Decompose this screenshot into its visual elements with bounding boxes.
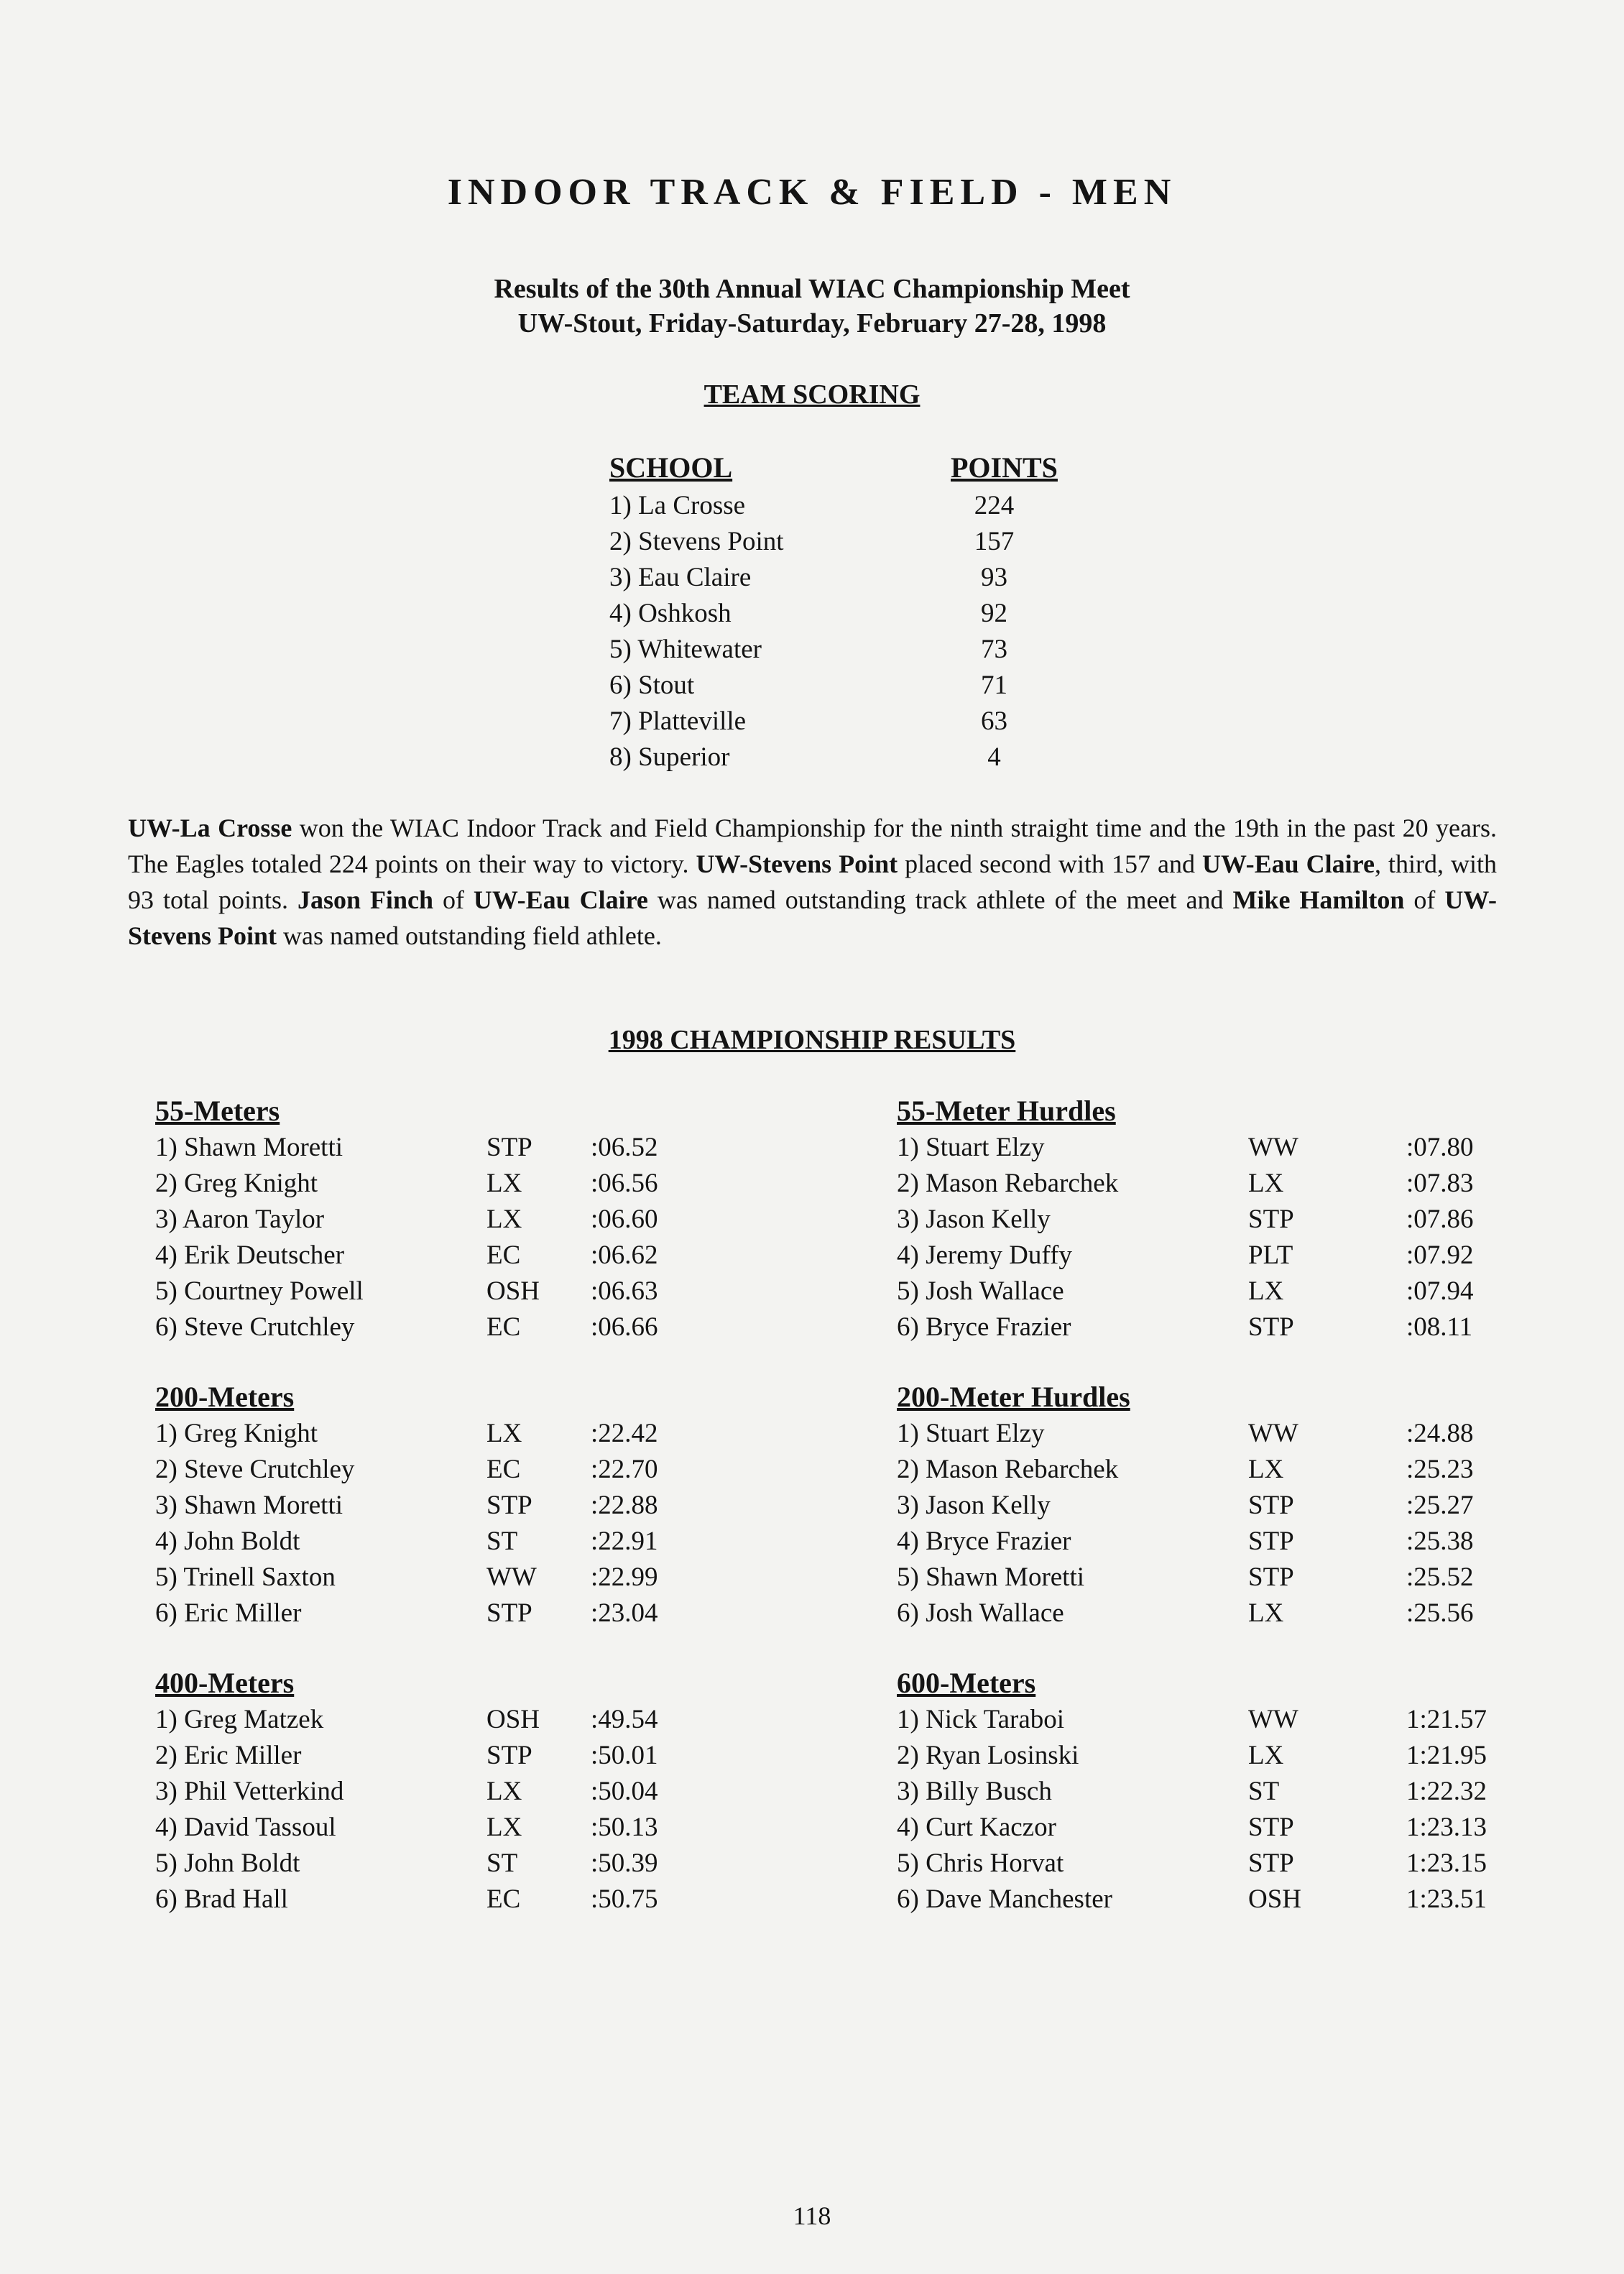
- athlete-mark: :50.39: [591, 1849, 658, 1878]
- athlete-team: LX: [1248, 1741, 1284, 1770]
- athlete-mark: 1:23.51: [1406, 1884, 1487, 1914]
- athlete-mark: :07.83: [1406, 1169, 1474, 1198]
- athlete-name: 4) Erik Deutscher: [155, 1240, 345, 1270]
- meet-subtitle: Results of the 30th Annual WIAC Championship Meet: [494, 274, 1130, 304]
- event-title: 55-Meter Hurdles: [897, 1095, 1116, 1127]
- athlete-mark: :50.13: [591, 1813, 658, 1842]
- athlete-team: OSH: [486, 1276, 540, 1306]
- event-title: 200-Meter Hurdles: [897, 1381, 1130, 1413]
- athlete-name: 6) Steve Crutchley: [155, 1312, 355, 1342]
- athlete-mark: 1:23.13: [1406, 1813, 1487, 1842]
- athlete-name: 1) Greg Knight: [155, 1419, 318, 1448]
- athlete-name: 3) Jason Kelly: [897, 1491, 1051, 1520]
- athlete-name: 1) Greg Matzek: [155, 1705, 324, 1734]
- summary-highlight: Jason Finch: [297, 885, 433, 914]
- athlete-mark: :07.92: [1406, 1240, 1474, 1270]
- summary-text: of: [1404, 885, 1445, 914]
- athlete-mark: 1:21.57: [1406, 1705, 1487, 1734]
- event-title: 55-Meters: [155, 1095, 280, 1127]
- athlete-team: ST: [486, 1849, 518, 1878]
- athlete-name: 2) Eric Miller: [155, 1741, 302, 1770]
- athlete-team: LX: [486, 1205, 522, 1234]
- athlete-mark: :25.52: [1406, 1562, 1474, 1592]
- results-heading: 1998 CHAMPIONSHIP RESULTS: [608, 1025, 1016, 1055]
- athlete-team: LX: [486, 1777, 522, 1806]
- athlete-team: STP: [1248, 1205, 1294, 1234]
- athlete-name: 6) Josh Wallace: [897, 1598, 1064, 1628]
- athlete-mark: :06.63: [591, 1276, 658, 1306]
- team-points: 92: [981, 599, 1007, 628]
- athlete-mark: :50.04: [591, 1777, 658, 1806]
- athlete-name: 6) Eric Miller: [155, 1598, 302, 1628]
- athlete-team: WW: [1248, 1705, 1298, 1734]
- team-school: 7) Platteville: [609, 706, 747, 736]
- summary-highlight: UW-Stevens Point: [696, 850, 898, 878]
- team-school: 5) Whitewater: [609, 635, 762, 664]
- team-points: 71: [981, 671, 1007, 700]
- event-title: 400-Meters: [155, 1667, 295, 1699]
- athlete-mark: :24.88: [1406, 1419, 1474, 1448]
- athlete-team: LX: [1248, 1169, 1284, 1198]
- athlete-mark: :22.42: [591, 1419, 658, 1448]
- summary-highlight: UW-Eau Claire: [1202, 850, 1375, 878]
- athlete-name: 5) John Boldt: [155, 1849, 300, 1878]
- athlete-name: 6) Dave Manchester: [897, 1884, 1112, 1914]
- athlete-mark: :06.52: [591, 1133, 658, 1162]
- athlete-mark: :08.11: [1406, 1312, 1473, 1342]
- athlete-mark: :49.54: [591, 1705, 658, 1734]
- athlete-mark: 1:22.32: [1406, 1777, 1487, 1806]
- athlete-team: EC: [486, 1884, 521, 1914]
- athlete-team: STP: [1248, 1849, 1294, 1878]
- athlete-team: LX: [1248, 1455, 1284, 1484]
- summary-highlight: UW-Eau Claire: [473, 885, 648, 914]
- athlete-team: LX: [1248, 1276, 1284, 1306]
- summary-text: was named outstanding track athlete of the meet and: [647, 885, 1233, 914]
- team-school: 1) La Crosse: [609, 491, 746, 520]
- team-points: 224: [974, 491, 1015, 520]
- athlete-mark: 1:21.95: [1406, 1741, 1487, 1770]
- athlete-team: OSH: [1248, 1884, 1302, 1914]
- team-scoring-heading: TEAM SCORING: [703, 379, 921, 410]
- athlete-name: 3) Aaron Taylor: [155, 1205, 325, 1234]
- page-title: INDOOR TRACK & FIELD - MEN: [447, 172, 1177, 213]
- athlete-mark: :07.86: [1406, 1205, 1474, 1234]
- athlete-name: 2) Ryan Losinski: [897, 1741, 1079, 1770]
- event-title: 600-Meters: [897, 1667, 1036, 1699]
- page-number: 118: [793, 2201, 831, 2230]
- athlete-name: 6) Bryce Frazier: [897, 1312, 1071, 1342]
- athlete-team: STP: [486, 1741, 532, 1770]
- meet-summary-paragraph: [128, 810, 1497, 954]
- athlete-team: STP: [486, 1491, 532, 1520]
- athlete-team: LX: [486, 1813, 522, 1842]
- summary-text: of: [433, 885, 474, 914]
- team-points: 157: [974, 527, 1015, 556]
- athlete-team: STP: [486, 1133, 532, 1162]
- summary-highlight: UW-La Crosse: [128, 814, 292, 842]
- athlete-name: 1) Stuart Elzy: [897, 1419, 1045, 1448]
- summary-text: , third, with 93 total points.: [128, 850, 1497, 914]
- athlete-mark: :07.80: [1406, 1133, 1474, 1162]
- athlete-mark: :06.66: [591, 1312, 658, 1342]
- athlete-mark: :06.56: [591, 1169, 658, 1198]
- athlete-name: 3) Shawn Moretti: [155, 1491, 343, 1520]
- athlete-name: 5) Chris Horvat: [897, 1849, 1064, 1878]
- athlete-team: WW: [486, 1562, 537, 1592]
- athlete-name: 4) John Boldt: [155, 1527, 300, 1556]
- athlete-team: LX: [1248, 1598, 1284, 1628]
- summary-highlight: Mike Hamilton: [1232, 885, 1405, 914]
- athlete-name: 4) Curt Kaczor: [897, 1813, 1056, 1842]
- athlete-name: 3) Phil Vetterkind: [155, 1777, 344, 1806]
- athlete-team: WW: [1248, 1419, 1298, 1448]
- athlete-name: 2) Greg Knight: [155, 1169, 318, 1198]
- athlete-mark: :50.75: [591, 1884, 658, 1914]
- athlete-name: 6) Brad Hall: [155, 1884, 288, 1914]
- athlete-team: STP: [1248, 1491, 1294, 1520]
- athlete-name: 4) Jeremy Duffy: [897, 1240, 1072, 1270]
- athlete-name: 2) Steve Crutchley: [155, 1455, 355, 1484]
- athlete-mark: :23.04: [591, 1598, 658, 1628]
- athlete-mark: :22.91: [591, 1527, 658, 1556]
- athlete-team: STP: [1248, 1813, 1294, 1842]
- event-title: 200-Meters: [155, 1381, 295, 1413]
- athlete-team: ST: [486, 1527, 518, 1556]
- athlete-mark: :06.60: [591, 1205, 658, 1234]
- team-school: 6) Stout: [609, 671, 695, 700]
- athlete-name: 3) Billy Busch: [897, 1777, 1052, 1806]
- summary-text: placed second with 157 and: [898, 850, 1202, 878]
- athlete-mark: 1:23.15: [1406, 1849, 1487, 1878]
- school-column-header: SCHOOL: [609, 451, 733, 484]
- athlete-name: 5) Courtney Powell: [155, 1276, 364, 1306]
- athlete-team: EC: [486, 1240, 521, 1270]
- athlete-name: 1) Shawn Moretti: [155, 1133, 343, 1162]
- athlete-name: 2) Mason Rebarchek: [897, 1455, 1119, 1484]
- athlete-team: OSH: [486, 1705, 540, 1734]
- athlete-name: 4) David Tassoul: [155, 1813, 336, 1842]
- athlete-team: STP: [1248, 1562, 1294, 1592]
- athlete-mark: :25.27: [1406, 1491, 1474, 1520]
- athlete-mark: :25.23: [1406, 1455, 1474, 1484]
- athlete-mark: :25.38: [1406, 1527, 1474, 1556]
- team-points: 63: [981, 706, 1007, 736]
- summary-highlight: UW-Stevens Point: [128, 885, 1498, 950]
- meet-date-location: UW-Stout, Friday-Saturday, February 27-28, 1998: [517, 308, 1107, 339]
- team-school: 4) Oshkosh: [609, 599, 732, 628]
- athlete-name: 5) Trinell Saxton: [155, 1562, 336, 1592]
- team-school: 2) Stevens Point: [609, 527, 784, 556]
- summary-text: won the WIAC Indoor Track and Field Championship for the ninth straight time and the 19th in the past 20 years. The Eagles totaled 224 points on their way to victory.: [128, 814, 1497, 878]
- athlete-team: LX: [486, 1169, 522, 1198]
- athlete-name: 2) Mason Rebarchek: [897, 1169, 1119, 1198]
- athlete-team: EC: [486, 1455, 521, 1484]
- team-points: 73: [981, 635, 1007, 664]
- athlete-name: 3) Jason Kelly: [897, 1205, 1051, 1234]
- athlete-name: 5) Josh Wallace: [897, 1276, 1064, 1306]
- athlete-team: STP: [1248, 1312, 1294, 1342]
- athlete-name: 5) Shawn Moretti: [897, 1562, 1085, 1592]
- athlete-mark: :22.70: [591, 1455, 658, 1484]
- summary-text: was named outstanding field athlete.: [277, 921, 662, 950]
- team-school: 3) Eau Claire: [609, 563, 752, 592]
- athlete-team: EC: [486, 1312, 521, 1342]
- athlete-mark: :22.88: [591, 1491, 658, 1520]
- athlete-mark: :50.01: [591, 1741, 658, 1770]
- athlete-mark: :07.94: [1406, 1276, 1474, 1306]
- athlete-mark: :06.62: [591, 1240, 658, 1270]
- athlete-team: WW: [1248, 1133, 1298, 1162]
- athlete-team: STP: [486, 1598, 532, 1628]
- team-school: 8) Superior: [609, 742, 730, 772]
- points-column-header: POINTS: [951, 451, 1058, 484]
- athlete-team: ST: [1248, 1777, 1280, 1806]
- athlete-name: 1) Nick Taraboi: [897, 1705, 1065, 1734]
- athlete-name: 4) Bryce Frazier: [897, 1527, 1071, 1556]
- athlete-team: PLT: [1248, 1240, 1293, 1270]
- athlete-mark: :22.99: [591, 1562, 658, 1592]
- team-points: 93: [981, 563, 1007, 592]
- athlete-team: STP: [1248, 1527, 1294, 1556]
- team-points: 4: [987, 742, 1001, 772]
- athlete-team: LX: [486, 1419, 522, 1448]
- athlete-name: 1) Stuart Elzy: [897, 1133, 1045, 1162]
- athlete-mark: :25.56: [1406, 1598, 1474, 1628]
